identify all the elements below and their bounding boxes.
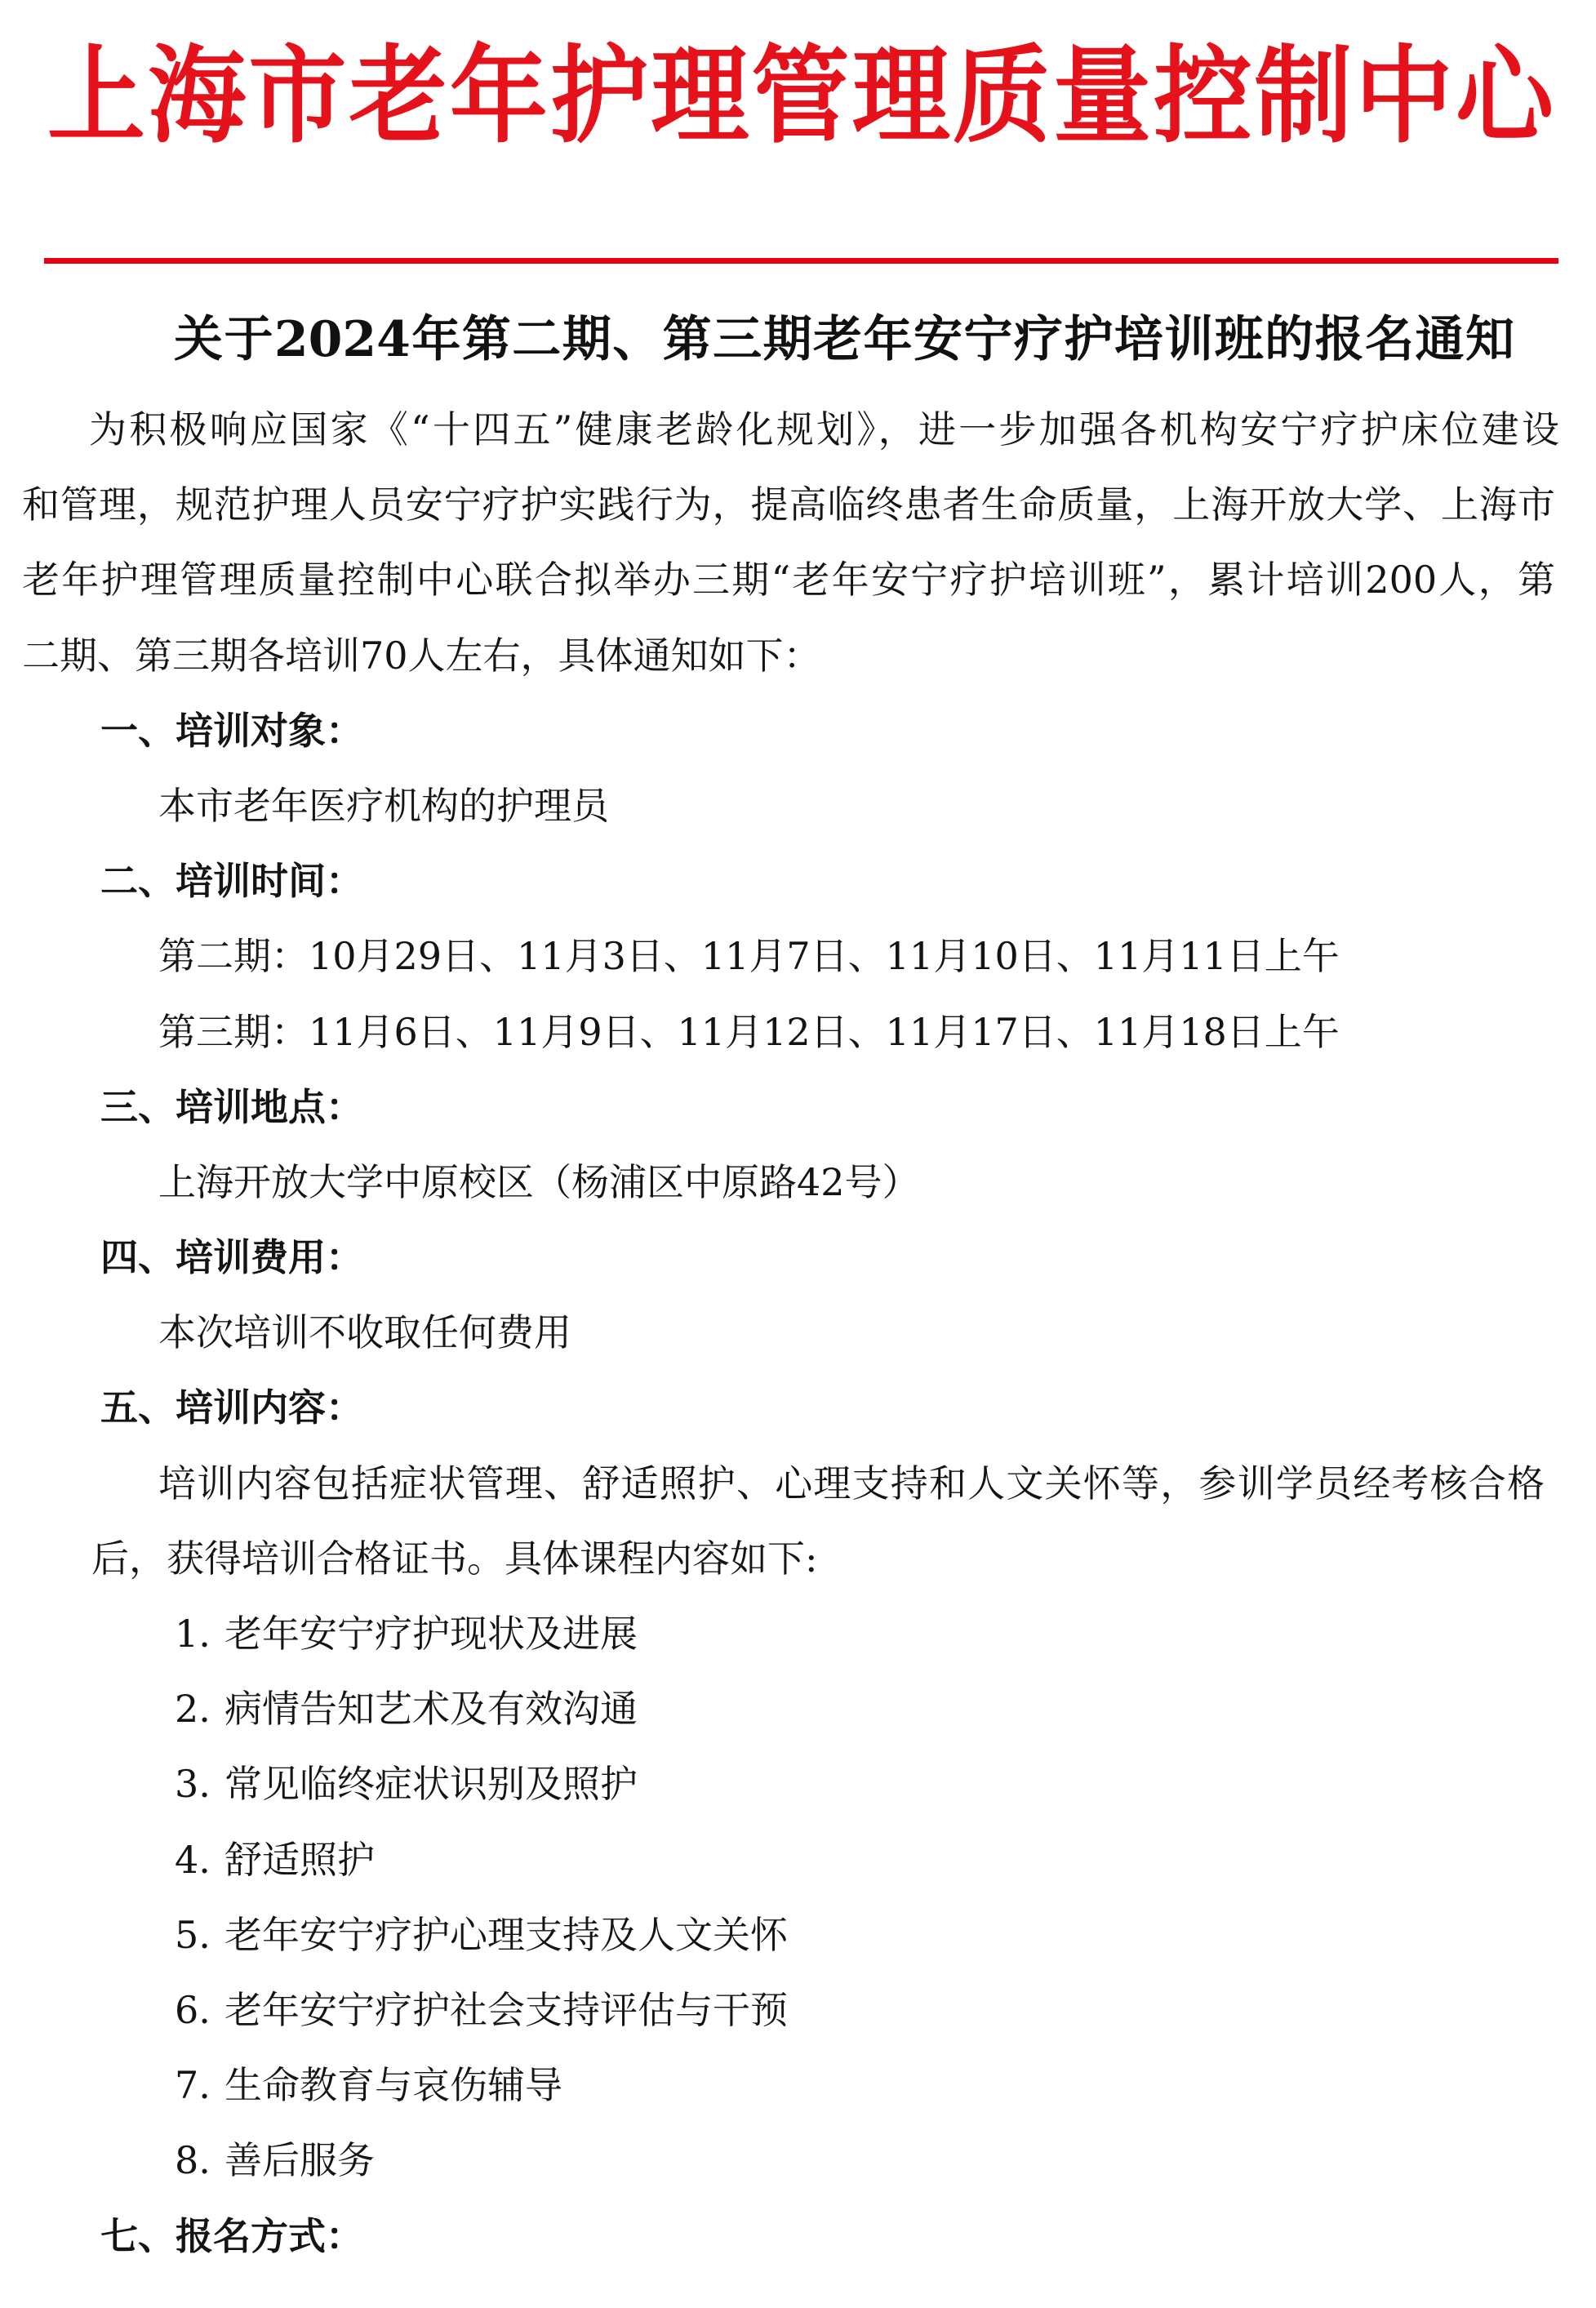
course-number: 6. — [175, 1987, 211, 2032]
intro-line: 为积极响应国家《“十四五”健康老龄化规划》，进一步加强各机构安宁疗护床位建设 — [89, 407, 1559, 451]
training-location-text: 上海开放大学中原校区（杨浦区中原路42号） — [158, 1159, 920, 1204]
course-number: 5. — [175, 1912, 211, 1957]
course-item — [175, 1746, 1596, 1821]
training-content-description: 后，获得培训合格证书。具体课程内容如下: — [91, 1536, 818, 1581]
course-title: 舒适照护 — [225, 1837, 375, 1882]
course-number: 4. — [175, 1837, 211, 1882]
session-schedule-3: 第三期：11月6日、11月9日、11月12日、11月17日、11月18日上午 — [158, 1009, 1340, 1054]
course-title: 老年安宁疗护心理支持及人文关怀 — [225, 1912, 788, 1957]
notice-body — [0, 392, 1596, 2274]
course-title: 生命教育与哀伤辅导 — [225, 2063, 562, 2108]
course-item — [175, 1822, 1596, 1897]
course-item — [175, 2123, 1596, 2198]
section-heading-training-fee: 四、培训费用： — [100, 1235, 363, 1280]
target-audience-text: 本市老年医疗机构的护理员 — [158, 783, 609, 828]
course-item — [175, 2048, 1596, 2123]
course-title: 病情告知艺术及有效沟通 — [225, 1687, 638, 1732]
section-heading-training-location: 三、培训地点： — [100, 1084, 363, 1129]
intro-line: 老年护理管理质量控制中心联合拟举办三期“老年安宁疗护培训班”，累计培训200人，第 — [22, 558, 1555, 603]
course-item — [175, 1897, 1596, 1972]
course-number: 2. — [175, 1687, 211, 1732]
section-heading-registration-method: 七、报名方式： — [100, 2213, 363, 2258]
session-schedule-2: 第二期：10月29日、11月3日、11月7日、11月10日、11月11日上午 — [158, 934, 1340, 979]
course-title: 老年安宁疗护社会支持评估与干预 — [225, 1987, 788, 2032]
course-title: 常见临终症状识别及照护 — [225, 1762, 638, 1807]
course-number: 3. — [175, 1762, 211, 1807]
notice-title: 关于2024年第二期、第三期老年安宁疗护培训班的报名通知 — [174, 311, 1514, 368]
course-number: 7. — [175, 2063, 211, 2108]
course-item — [175, 1596, 1596, 1671]
intro-line: 二期、第三期各培训70人左右，具体通知如下： — [22, 633, 821, 678]
org-letterhead-title: 上海市老年护理管理质量控制中心 — [47, 33, 1554, 158]
course-item — [175, 1972, 1596, 2048]
training-content-description: 培训内容包括症状管理、舒适照护、心理支持和人文关怀等，参训学员经考核合格 — [158, 1461, 1545, 1505]
section-heading-training-content: 五、培训内容： — [100, 1385, 363, 1430]
letterhead-red-rule — [44, 258, 1558, 264]
course-number: 1. — [175, 1612, 211, 1656]
course-title: 老年安宁疗护现状及进展 — [225, 1612, 638, 1656]
section-heading-target-audience: 一、培训对象： — [100, 708, 363, 753]
course-item — [175, 1671, 1596, 1746]
intro-line: 和管理，规范护理人员安宁疗护实践行为，提高临终患者生命质量，上海开放大学、上海市 — [22, 483, 1555, 527]
section-heading-training-time: 二、培训时间： — [100, 859, 363, 904]
training-fee-text: 本次培训不收取任何费用 — [158, 1310, 571, 1355]
course-number: 8. — [175, 2138, 211, 2183]
course-title: 善后服务 — [225, 2138, 375, 2183]
